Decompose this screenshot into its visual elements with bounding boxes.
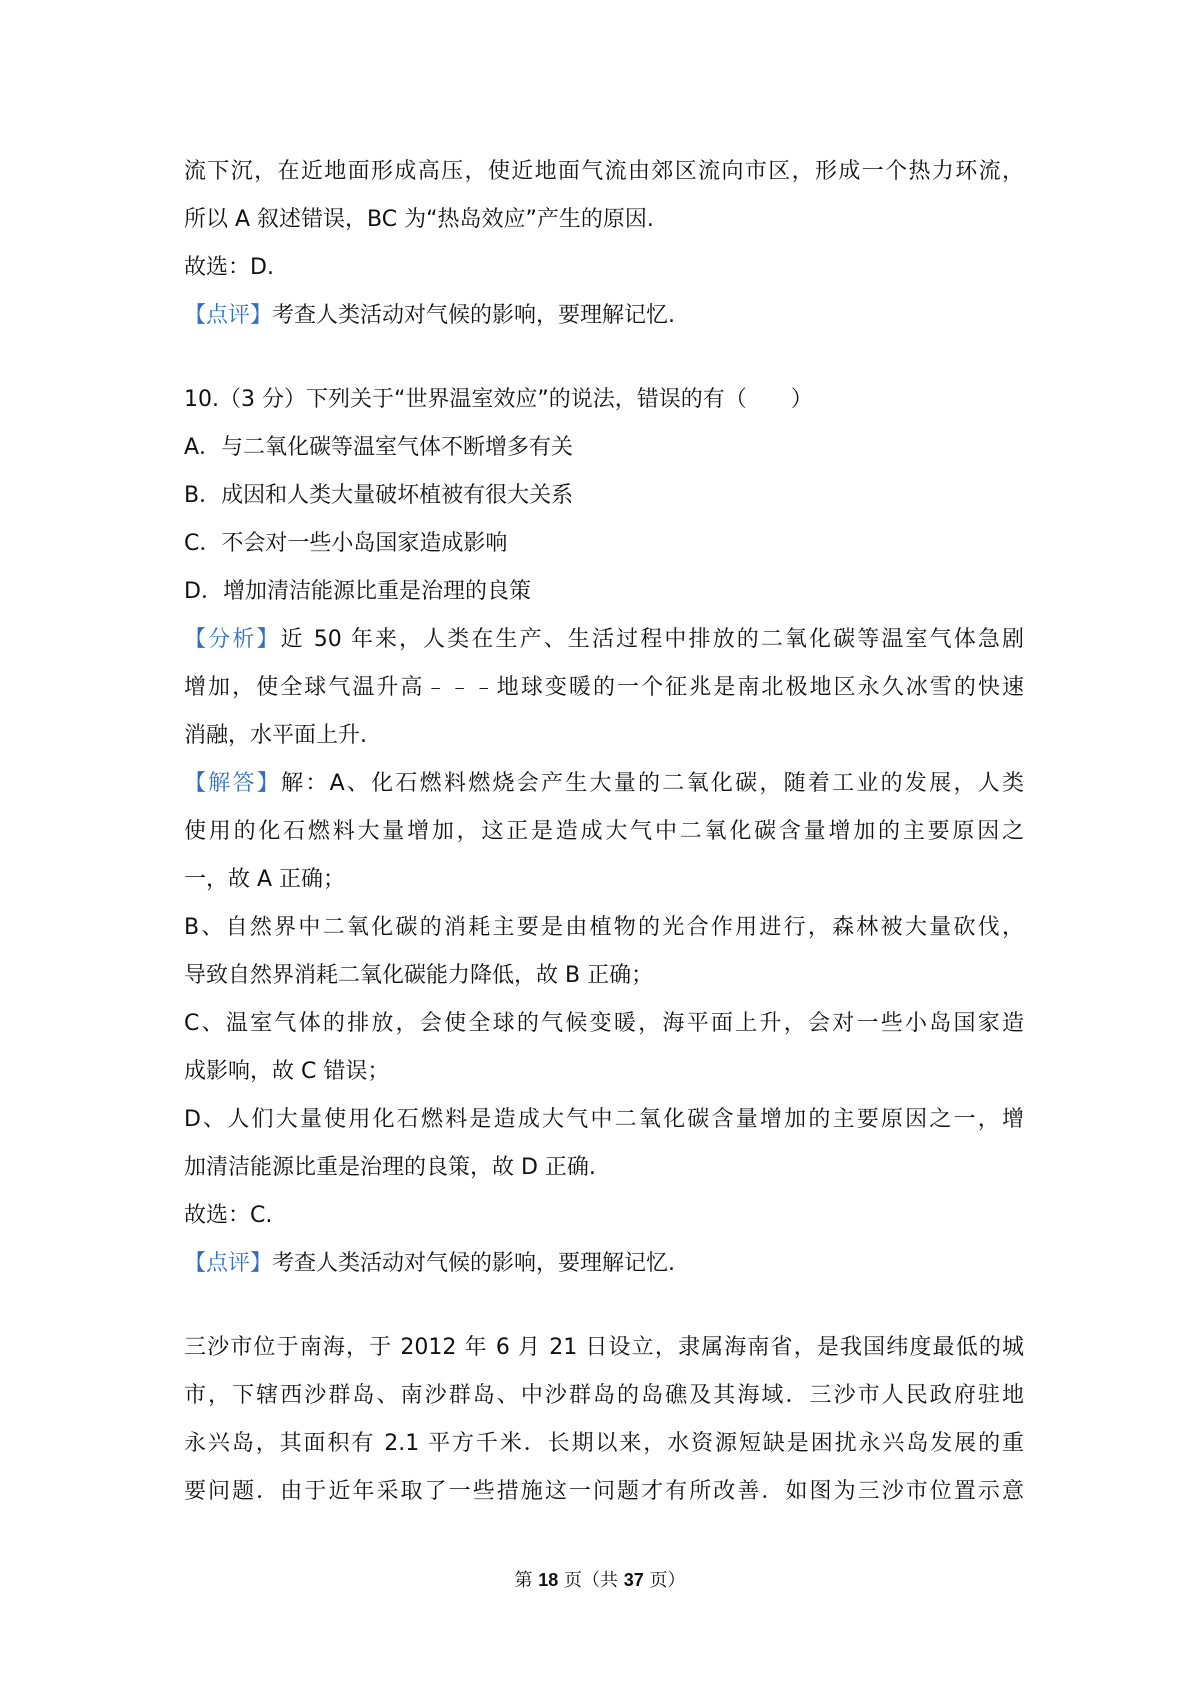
section-gap [184,340,1024,376]
footer-middle: 页（共 [558,1570,624,1591]
prev-answer-choice: 故选：D. [184,255,274,280]
prev-comment-text: 考查人类活动对气候的影响，要理解记忆. [272,303,676,328]
prev-comment-tag: 【点评】 [184,303,273,328]
question-option-a: A．与二氧化碳等温室气体不断增多有关 [184,435,574,460]
solution-line-9: 加清洁能源比重是治理的良策，故 D 正确. [184,1155,596,1180]
question-option-c: C．不会对一些小岛国家造成影响 [184,531,508,556]
solution-line-6: C、温室气体的排放，会使全球的气候变暖，海平面上升，会对一些小岛国家造 [184,1011,1024,1036]
solution-tag: 【解答】 [184,771,282,796]
solution-line-5: 导致自然界消耗二氧化碳能力降低，故 B 正确； [184,963,654,988]
passage-line-2: 市，下辖西沙群岛、南沙群岛、中沙群岛的岛礁及其海域．三沙市人民政府驻地 [184,1383,1024,1408]
solution-line-7: 成影响，故 C 错误； [184,1059,390,1084]
page-footer [0,1566,1200,1592]
solution-choice: 故选：C. [184,1203,273,1228]
prev-comment [184,292,1024,340]
footer-total-pages: 37 [623,1570,644,1590]
analysis-line-3: 消融，水平面上升. [184,723,367,748]
section-gap [184,1288,1024,1324]
solution-line-3: 一，故 A 正确； [184,867,346,892]
passage-line-3: 永兴岛，其面积有 2.1 平方千米．长期以来，水资源短缺是困扰永兴岛发展的重 [184,1431,1024,1456]
question-option-d: D．增加清洁能源比重是治理的良策 [184,579,531,604]
footer-suffix: 页） [643,1570,686,1591]
prev-answer-line-1: 流下沉，在近地面形成高压，使近地面气流由郊区流向市区，形成一个热力环流， [184,159,1024,184]
question-option-b: B．成因和人类大量破坏植被有很大关系 [184,483,574,508]
analysis-first-text: 近 50 年来，人类在生产、生活过程中排放的二氧化碳等温室气体急剧 [280,627,1024,652]
comment-text: 考查人类活动对气候的影响，要理解记忆. [272,1251,676,1276]
analysis-first-line [184,616,1024,664]
solution-first-line [184,760,1024,808]
solution-line-8: D、人们大量使用化石燃料是造成大气中二氧化碳含量增加的主要原因之一，增 [184,1107,1024,1132]
question-stem: 10.（3 分）下列关于“世界温室效应”的说法，错误的有（ ） [184,387,813,412]
solution-first-text: 解：A、化石燃料燃烧会产生大量的二氧化碳，随着工业的发展，人类 [281,771,1024,796]
solution-line-2: 使用的化石燃料大量增加，这正是造成大气中二氧化碳含量增加的主要原因之 [184,819,1024,844]
prev-answer-line-2: 所以 A 叙述错误，BC 为“热岛效应”产生的原因. [184,207,654,232]
solution-line-4: B、自然界中二氧化碳的消耗主要是由植物的光合作用进行，森林被大量砍伐， [184,915,1024,940]
passage-line-4: 要问题．由于近年采取了一些措施这一问题才有所改善．如图为三沙市位置示意 [184,1479,1024,1504]
analysis-tag: 【分析】 [184,627,281,652]
passage-line-1: 三沙市位于南海，于 2012 年 6 月 21 日设立，隶属海南省，是我国纬度最低的城 [184,1335,1024,1360]
comment [184,1240,1024,1288]
analysis-line-2: 增加，使全球气温升高﹣﹣﹣地球变暖的一个征兆是南北极地区永久冰雪的快速 [184,675,1024,700]
comment-tag: 【点评】 [184,1251,273,1276]
footer-page-number: 18 [538,1570,559,1590]
page-content [184,148,1024,1516]
footer-prefix: 第 [514,1570,539,1591]
